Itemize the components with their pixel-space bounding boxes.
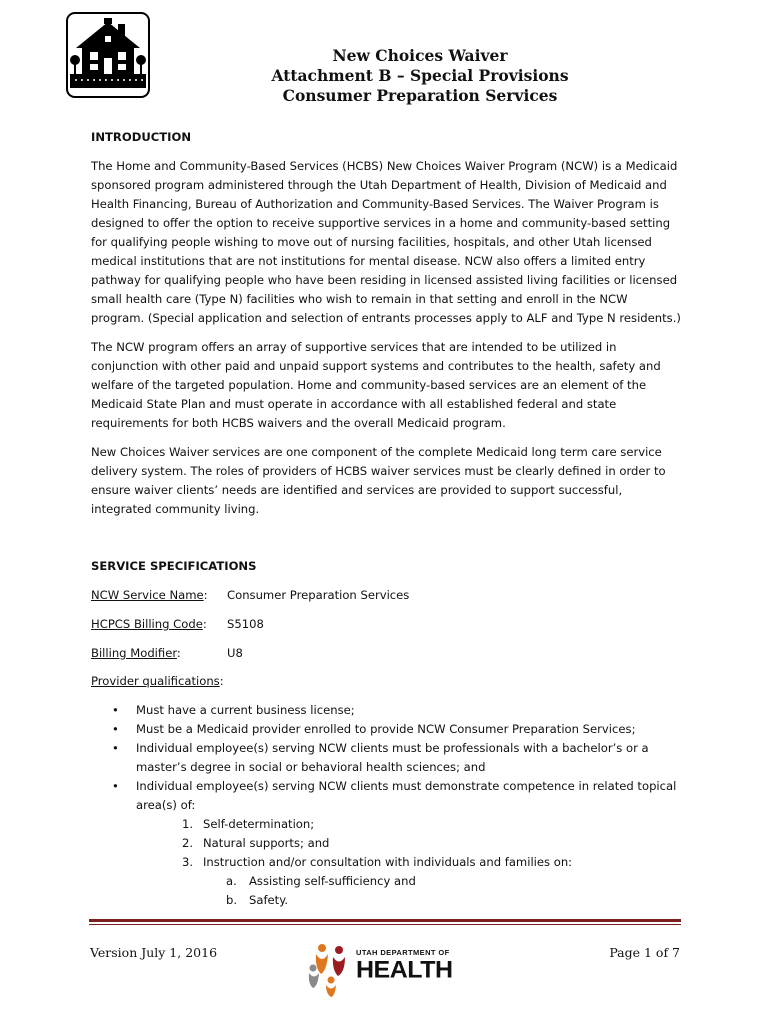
list-item-text: Individual employee(s) serving NCW clients must be professionals with a bachelor’s or a master’s degree in social or behavioral health sciences; and bbox=[136, 741, 649, 774]
logo-text-bottom: HEALTH bbox=[356, 956, 453, 984]
list-number: 3. bbox=[182, 855, 194, 869]
colon: : bbox=[176, 646, 181, 660]
service-name-label: NCW Service Name bbox=[91, 588, 204, 602]
logo-text-top: UTAH DEPARTMENT OF bbox=[356, 948, 450, 957]
list-item bbox=[91, 777, 681, 815]
list-item bbox=[91, 739, 681, 777]
list-item bbox=[91, 720, 681, 739]
list-number: 2. bbox=[182, 836, 194, 850]
list-item bbox=[91, 834, 681, 853]
intro-paragraph-3: New Choices Waiver services are one component of the complete Medicaid long term care service delivery system. The roles of providers of HCBS waiver services must be clearly defined in order to ensure waiver clients’ needs are identified and services are provided to support successful, integrated community living. bbox=[91, 445, 666, 516]
colon: : bbox=[203, 588, 208, 602]
service-name-label-wrap bbox=[91, 586, 227, 605]
bullet-icon: • bbox=[112, 779, 119, 793]
list-item-text: Assisting self-sufficiency and bbox=[249, 874, 416, 888]
page-number: Page 1 of 7 bbox=[609, 945, 680, 960]
title-line-3: Consumer Preparation Services bbox=[282, 86, 558, 105]
introduction-heading: INTRODUCTION bbox=[91, 130, 192, 144]
footer-divider-thin bbox=[89, 924, 681, 925]
billing-modifier-value: U8 bbox=[227, 646, 243, 660]
billing-code-row bbox=[91, 615, 681, 634]
qualifications-list bbox=[91, 701, 681, 815]
service-specifications-heading: SERVICE SPECIFICATIONS bbox=[91, 559, 257, 573]
list-item bbox=[91, 701, 681, 720]
colon: : bbox=[202, 617, 207, 631]
billing-code-label-wrap bbox=[91, 615, 227, 634]
provider-qualifications-row bbox=[91, 672, 681, 691]
list-item-text: Must be a Medicaid provider enrolled to provide NCW Consumer Preparation Services; bbox=[136, 722, 636, 736]
list-item-text: Individual employee(s) serving NCW clients must demonstrate competence in related topical area(s) of: bbox=[136, 779, 677, 812]
footer-divider-thick bbox=[89, 919, 681, 922]
bullet-icon: • bbox=[112, 741, 119, 755]
list-item-text: Natural supports; and bbox=[203, 836, 330, 850]
billing-code-value: S5108 bbox=[227, 617, 264, 631]
list-item-text: Instruction and/or consultation with individuals and families on: bbox=[203, 855, 573, 869]
document-body bbox=[91, 128, 681, 910]
colon: : bbox=[219, 674, 224, 688]
list-number: 1. bbox=[182, 817, 194, 831]
list-letter: b. bbox=[226, 893, 238, 907]
intro-paragraph-2: The NCW program offers an array of supportive services that are intended to be utilized in conjunction with other paid and unpaid support systems and contributes to the health, safety and welfare of the targeted population. Home and community-based services are an element of the Medicaid State Plan and must operate in accordance with all established federal and state requirements for both HCBS waivers and the overall Medicaid program. bbox=[91, 340, 661, 430]
instruction-topics-list bbox=[91, 872, 681, 910]
list-item-text: Safety. bbox=[249, 893, 289, 907]
list-item bbox=[91, 853, 681, 872]
list-item bbox=[91, 872, 681, 891]
topical-areas-list bbox=[91, 815, 681, 872]
title-line-2: Attachment B – Special Provisions bbox=[271, 66, 569, 85]
title-line-1: New Choices Waiver bbox=[332, 46, 508, 65]
list-item bbox=[91, 815, 681, 834]
utah-health-logo bbox=[307, 940, 457, 1000]
intro-paragraph-1: The Home and Community-Based Services (HCBS) New Choices Waiver Program (NCW) is a Medicaid sponsored program administered through the Utah Department of Health, Division of Medicaid and Health Financing, Bureau of Authorization and Community-Based Services. The Waiver Program is designed to offer the option to receive supportive services in a home and community-based setting for qualifying people wishing to move out of nursing facilities, hospitals, and other Utah licensed medical institutions that are not institutions for mental disease. NCW also offers a limited entry pathway for qualifying people who have been residing in licensed assisted living facilities or licensed small health care (Type N) facilities who wish to remain in that setting and enroll in the NCW program. (Special application and selection of entrants processes apply to ALF and Type N residents.) bbox=[91, 159, 681, 325]
version-date: Version July 1, 2016 bbox=[90, 945, 218, 960]
billing-modifier-label-wrap bbox=[91, 644, 227, 663]
bullet-icon: • bbox=[112, 703, 119, 717]
billing-code-label: HCPCS Billing Code bbox=[91, 617, 203, 631]
document-title bbox=[0, 46, 770, 106]
health-figures-icon bbox=[307, 940, 353, 998]
list-item-text: Self-determination; bbox=[203, 817, 315, 831]
list-item-text: Must have a current business license; bbox=[136, 703, 355, 717]
list-item bbox=[91, 891, 681, 910]
list-letter: a. bbox=[226, 874, 237, 888]
billing-modifier-row bbox=[91, 644, 681, 663]
service-name-row bbox=[91, 586, 681, 605]
billing-modifier-label: Billing Modifier bbox=[91, 646, 177, 660]
service-name-value: Consumer Preparation Services bbox=[227, 588, 410, 602]
provider-qualifications-label: Provider qualifications bbox=[91, 674, 220, 688]
bullet-icon: • bbox=[112, 722, 119, 736]
